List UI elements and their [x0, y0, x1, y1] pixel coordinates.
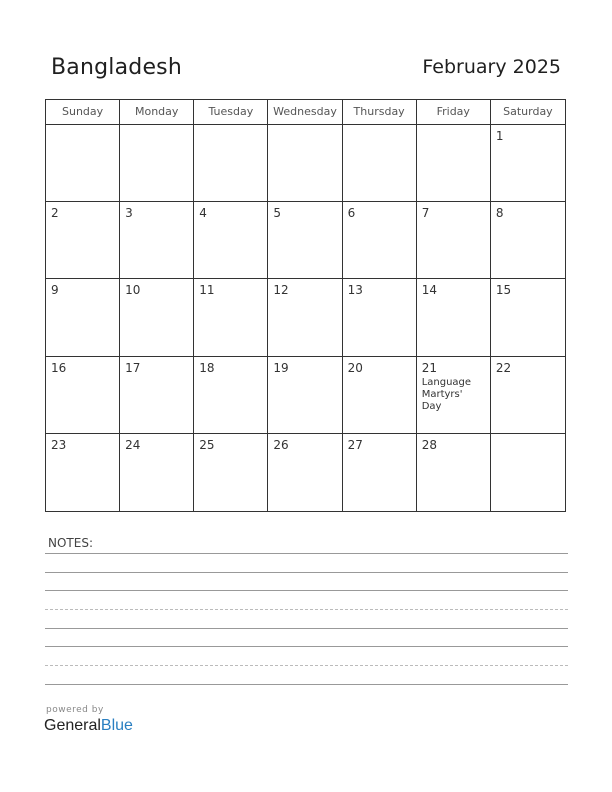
day-number: 2	[51, 206, 59, 221]
weekday-header: Sunday	[46, 100, 120, 124]
day-cell	[46, 357, 120, 433]
weekday-header: Thursday	[343, 100, 417, 124]
day-cell	[194, 125, 268, 201]
day-cell	[46, 125, 120, 201]
day-cell	[417, 202, 491, 278]
weekday-header: Saturday	[503, 105, 553, 118]
day-cell	[343, 279, 417, 355]
week-row	[46, 125, 565, 202]
day-cell	[343, 357, 417, 433]
weekday-header-row	[46, 100, 565, 125]
notes-line	[45, 684, 568, 685]
day-cell	[417, 279, 491, 355]
day-number: 6	[347, 206, 356, 221]
day-number: 27	[347, 437, 363, 452]
week-row	[46, 357, 565, 434]
day-number: 5	[273, 206, 282, 221]
day-number: 15	[495, 283, 512, 298]
day-number: 1	[495, 129, 504, 143]
brand-text-blue: Blue	[100, 717, 133, 734]
day-number: 12	[273, 283, 289, 298]
weekday-header: Tuesday	[194, 100, 268, 124]
day-number: 3	[125, 206, 133, 221]
day-cell	[268, 357, 342, 433]
day-cell	[194, 279, 268, 355]
day-number: 17	[125, 360, 141, 375]
day-number: 20	[347, 360, 363, 375]
day-cell	[120, 357, 194, 433]
day-number: 28	[421, 437, 437, 452]
notes-line	[45, 553, 568, 554]
notes-line	[45, 646, 568, 647]
day-number: 9	[51, 283, 59, 298]
brand-logo	[44, 717, 133, 735]
day-cell	[417, 125, 491, 201]
brand-text-general: General	[44, 717, 101, 734]
day-cell	[343, 125, 417, 201]
day-cell	[417, 357, 491, 433]
weekday-header: Wednesday	[268, 100, 342, 124]
notes-line	[45, 572, 568, 573]
day-cell	[491, 357, 565, 433]
day-cell	[120, 279, 194, 355]
notes-line	[45, 590, 568, 591]
day-number: 16	[51, 360, 67, 375]
day-number: 11	[199, 283, 215, 298]
day-number: 14	[421, 283, 437, 298]
notes-line	[45, 609, 568, 610]
day-cell	[120, 125, 194, 201]
day-cell	[268, 202, 342, 278]
day-cell	[491, 125, 565, 201]
day-cell	[491, 202, 565, 278]
notes-line	[45, 665, 568, 666]
day-cell	[194, 202, 268, 278]
day-number: 7	[421, 206, 430, 221]
day-cell	[120, 202, 194, 278]
weekday-header: Monday	[120, 100, 194, 124]
day-cell	[46, 202, 120, 278]
day-cell	[491, 434, 565, 511]
day-number: 21	[421, 360, 437, 375]
day-number: 19	[273, 360, 289, 375]
notes-label: NOTES:	[48, 536, 93, 550]
day-cell	[194, 434, 268, 511]
day-number: 18	[199, 360, 215, 375]
day-cell	[194, 357, 268, 433]
holiday-label: Language Martyrs' Day	[421, 376, 472, 412]
day-cell	[417, 434, 491, 511]
country-title: Bangladesh	[51, 55, 182, 80]
weekday-header: Friday	[417, 100, 491, 124]
month-title: February 2025	[422, 56, 561, 78]
day-number: 24	[125, 437, 141, 452]
calendar-grid	[45, 99, 566, 512]
day-cell	[46, 434, 120, 511]
week-row	[46, 279, 565, 356]
day-number: 10	[125, 283, 141, 298]
day-cell	[491, 279, 565, 355]
day-number: 13	[347, 283, 363, 298]
powered-by-text: powered by	[46, 705, 104, 715]
day-number: 23	[51, 437, 67, 452]
day-number: 22	[495, 360, 512, 375]
notes-line	[45, 628, 568, 629]
day-cell	[343, 202, 417, 278]
day-cell	[268, 279, 342, 355]
day-cell	[120, 434, 194, 511]
day-cell	[343, 434, 417, 511]
week-row	[46, 202, 565, 279]
day-cell	[268, 125, 342, 201]
weeks-container	[46, 125, 565, 511]
week-row	[46, 434, 565, 511]
day-number: 4	[199, 206, 207, 221]
day-number: 26	[273, 437, 289, 452]
day-number: 25	[199, 437, 215, 452]
day-cell	[268, 434, 342, 511]
day-number: 8	[495, 206, 504, 221]
day-cell	[46, 279, 120, 355]
